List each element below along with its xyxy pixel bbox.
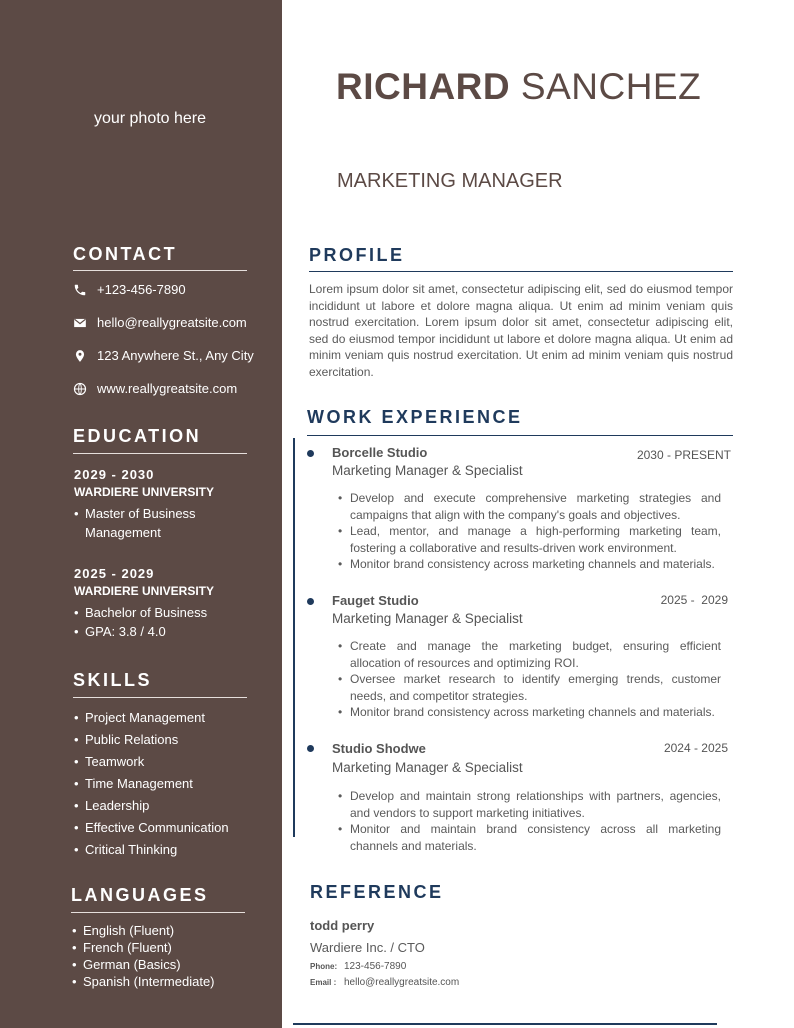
skill-item: • Time Management: [74, 773, 229, 795]
languages-heading: LANGUAGES: [71, 885, 209, 905]
skill-item: • Project Management: [74, 707, 229, 729]
profile-divider: [309, 271, 733, 272]
reference-phone: [310, 961, 406, 972]
education-years: 2029 - 2030: [74, 467, 155, 482]
education-detail: • Bachelor of Business: [74, 604, 254, 623]
skills-heading: SKILLS: [73, 670, 153, 690]
contact-website-text: www.reallygreatsite.com: [97, 381, 238, 396]
job-bullet: • Monitor brand consistency across marketing channels and materials.: [338, 556, 721, 573]
photo-placeholder: your photo here: [93, 110, 207, 127]
contact-address: [73, 348, 254, 363]
job-bullet: • Monitor and maintain brand consistency across all marketing channels and materials.: [338, 821, 721, 854]
education-details: [74, 505, 254, 542]
contact-divider: [73, 270, 247, 271]
job-title: MARKETING MANAGER: [337, 170, 563, 192]
skill-item: • Effective Communication: [74, 817, 229, 839]
contact-address-text: 123 Anywhere St., Any City: [97, 348, 254, 363]
contact-heading: CONTACT: [73, 244, 178, 264]
skill-item: • Teamwork: [74, 751, 229, 773]
contact-phone: [73, 282, 186, 297]
job-bullet: • Monitor brand consistency across marketing channels and materials.: [338, 704, 721, 721]
education-heading: EDUCATION: [73, 426, 202, 446]
reference-email-label: Email :: [310, 978, 337, 987]
reference-phone-value: 123-456-7890: [344, 961, 407, 972]
timeline-dot: [307, 598, 314, 605]
profile-text: Lorem ipsum dolor sit amet, consectetur adipiscing elit, sed do eiusmod tempor incididunt ut labore et dolore magna aliqua. Ut enim ad minim veniam quis nostrud exercitation. Lorem ipsum dolor sit amet, consectetur adipiscing elit, sed do eiusmod tempor incididunt ut labore et dolore magna aliqua. Ut enim ad minim veniam quis nostrud exercitation. Ut enim ad minim veniam quis nostrud exercitation.: [309, 282, 733, 379]
job-period: 2030 - PRESENT: [636, 448, 731, 462]
education-divider: [73, 453, 247, 454]
language-item: • English (Fluent): [72, 922, 215, 939]
timeline-dot: [307, 450, 314, 457]
phone-icon: [73, 283, 87, 297]
job-bullets: [338, 490, 721, 573]
work-experience-heading: WORK EXPERIENCE: [307, 407, 523, 427]
location-pin-icon: [73, 349, 87, 363]
skills-list: [74, 707, 229, 861]
education-detail: • Master of Business Management: [74, 505, 254, 542]
job-role: Marketing Manager & Specialist: [332, 611, 523, 626]
languages-list: [72, 922, 215, 990]
job-bullet: • Lead, mentor, and manage a high-performing marketing team, fostering a collaborative and results-driven work environment.: [338, 523, 721, 556]
education-years: 2025 - 2029: [74, 566, 155, 581]
job-company: Fauget Studio: [332, 593, 419, 608]
language-item: • Spanish (Intermediate): [72, 973, 215, 990]
timeline-line: [293, 438, 295, 837]
work-experience-divider: [307, 435, 733, 436]
education-university: WARDIERE UNIVERSITY: [74, 485, 215, 499]
skills-divider: [73, 697, 247, 698]
job-role: Marketing Manager & Specialist: [332, 463, 523, 478]
skill-item: • Critical Thinking: [74, 839, 229, 861]
bottom-divider: [293, 1023, 717, 1025]
job-company: Borcelle Studio: [332, 445, 428, 460]
job-period: 2024 - 2025: [663, 741, 728, 755]
reference-email-value: hello@reallygreatsite.com: [344, 977, 460, 988]
education-entry: [74, 566, 254, 641]
job-bullet: • Oversee market research to identify emerging trends, customer needs, and competitor strategies.: [338, 671, 721, 704]
candidate-name: [336, 66, 701, 108]
timeline-dot: [307, 745, 314, 752]
contact-email: [73, 315, 247, 330]
language-item: • German (Basics): [72, 956, 215, 973]
job-bullets: [338, 638, 721, 721]
last-name: SANCHEZ: [520, 66, 702, 107]
skill-item: • Public Relations: [74, 729, 229, 751]
job-role: Marketing Manager & Specialist: [332, 760, 523, 775]
contact-phone-text: +123-456-7890: [97, 282, 186, 297]
language-item: • French (Fluent): [72, 939, 215, 956]
profile-heading: PROFILE: [309, 245, 405, 265]
job-bullets: [338, 788, 721, 854]
sidebar: [0, 0, 282, 1028]
reference-company: Wardiere Inc. / CTO: [310, 940, 425, 955]
first-name: RICHARD: [336, 66, 511, 107]
reference-email: [310, 977, 459, 988]
reference-heading: REFERENCE: [310, 882, 444, 902]
globe-icon: [73, 382, 87, 396]
job-period: 2025 - 2029: [660, 593, 728, 607]
contact-email-text: hello@reallygreatsite.com: [97, 315, 247, 330]
education-university: WARDIERE UNIVERSITY: [74, 584, 215, 598]
contact-website: [73, 381, 237, 396]
job-company: Studio Shodwe: [332, 741, 426, 756]
email-icon: [73, 316, 87, 330]
education-details: [74, 604, 254, 641]
reference-phone-label: Phone:: [310, 962, 338, 971]
job-bullet: • Develop and execute comprehensive marketing strategies and campaigns that align with the company's goals and objectives.: [338, 490, 721, 523]
languages-divider: [71, 912, 245, 913]
education-entry: [74, 467, 254, 542]
reference-name: todd perry: [310, 918, 375, 933]
job-bullet: • Develop and maintain strong relationships with partners, agencies, and vendors to support marketing initiatives.: [338, 788, 721, 821]
skill-item: • Leadership: [74, 795, 229, 817]
job-bullet: • Create and manage the marketing budget, ensuring efficient allocation of resources and optimizing ROI.: [338, 638, 721, 671]
education-detail: • GPA: 3.8 / 4.0: [74, 623, 254, 642]
